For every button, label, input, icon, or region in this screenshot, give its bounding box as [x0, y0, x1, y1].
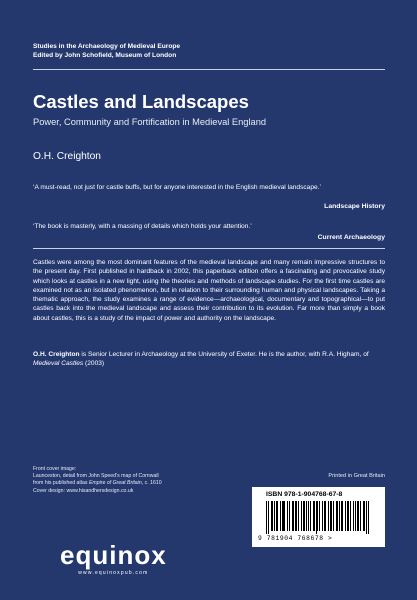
barcode-bar: [317, 501, 318, 531]
publisher-name: equinox: [60, 540, 167, 570]
barcode-bar: [293, 501, 294, 531]
barcode-bar: [268, 501, 269, 534]
barcode-bar: [360, 501, 361, 531]
barcode-bar: [324, 501, 325, 531]
barcode-bar: [314, 501, 315, 531]
barcode-icon: [266, 501, 371, 534]
barcode-bar: [363, 501, 364, 531]
barcode-bar: [322, 501, 323, 531]
bio-book-title: Medieval Castles: [33, 360, 84, 368]
barcode-bar: [368, 501, 369, 534]
review-source: Current Archaeology: [317, 234, 385, 241]
barcode-bar: [308, 501, 309, 531]
barcode-bar: [303, 501, 304, 531]
credits-text: from his published atlas: [33, 480, 89, 487]
barcode-bar: [313, 501, 314, 531]
barcode-bar: [276, 501, 277, 531]
credits-line: Launceston, detail from John Speed’s map of Cornwall: [33, 473, 159, 480]
book-subtitle: Power, Community and Fortification in Medieval England: [33, 117, 267, 127]
series-info: [33, 42, 180, 60]
book-author: O.H. Creighton: [33, 151, 101, 162]
barcode-bar: [341, 501, 342, 531]
barcode-bar: [366, 501, 367, 534]
barcode-bar: [272, 501, 273, 531]
barcode-bar: [348, 501, 349, 531]
bio-name: O.H. Creighton: [33, 351, 80, 358]
barcode-bar: [339, 501, 340, 531]
barcode-bar: [319, 501, 320, 531]
barcode-bar: [330, 501, 331, 531]
printed-in: Printed in Great Britain: [328, 473, 385, 479]
barcode-bar: [304, 501, 305, 531]
barcode-bar: [342, 501, 343, 531]
barcode-bar: [337, 501, 338, 531]
barcode-bar: [358, 501, 359, 531]
barcode-bar: [282, 501, 283, 531]
barcode-bar: [353, 501, 354, 531]
barcode-bar: [306, 501, 307, 531]
barcode-bar: [347, 501, 348, 531]
barcode-bar: [328, 501, 329, 531]
isbn-label: ISBN 978-1-904768-67-8: [266, 491, 343, 498]
barcode-bar: [336, 501, 337, 531]
review-source: Landscape History: [324, 203, 385, 210]
series-title: Studies in the Archaeology of Medieval Europe: [33, 43, 181, 50]
barcode-bar: [271, 501, 272, 531]
barcode-bar: [298, 501, 299, 531]
barcode-bar: [331, 501, 332, 531]
credits-line: Cover design: www.hisandhersdesign.co.uk: [33, 487, 134, 494]
credits-line: Front cover image:: [33, 466, 77, 472]
credits-atlas-title: Empire of Great Britain: [88, 480, 142, 487]
divider-top: [33, 69, 385, 70]
book-title: Castles and Landscapes: [33, 91, 249, 112]
barcode-bar: [310, 501, 311, 531]
credits-line: [33, 480, 162, 487]
barcode-bar: [283, 501, 284, 531]
barcode-bar: [345, 501, 346, 531]
barcode-bar: [316, 501, 317, 534]
barcode-bar: [292, 501, 293, 531]
barcode-bar: [274, 501, 275, 531]
divider-middle: [33, 248, 385, 249]
barcode-bar: [284, 501, 285, 531]
barcode-bar: [333, 501, 334, 531]
publisher-url: www.equinoxpub.com: [78, 570, 149, 576]
author-bio: [33, 350, 385, 369]
barcode-digits: 9 781904 768678 >: [258, 535, 333, 542]
barcode-bar: [295, 501, 296, 531]
credits-text: , c. 1610: [141, 480, 162, 487]
barcode-bar: [287, 501, 288, 531]
barcode-bar: [350, 501, 351, 531]
bio-text-end: (2003): [83, 360, 105, 368]
barcode-bar: [301, 501, 302, 531]
bio-text: is Senior Lecturer in Archaeology at the University of Exeter. He is the author, with R.A. Higham, of: [79, 351, 369, 358]
barcode-bar: [364, 501, 365, 531]
review-quote: ‘The book is masterly, with a massing of details which holds your attention.’: [33, 223, 252, 230]
barcode-bar: [357, 501, 358, 531]
barcode-bar: [289, 501, 290, 531]
series-editor: Edited by John Schofield, Museum of London: [33, 52, 177, 60]
barcode-bar: [266, 501, 267, 534]
review-quote: ‘A must-read, not just for castle buffs, but for anyone interested in the English medieval landscape.’: [33, 184, 321, 191]
barcode-panel: [252, 487, 385, 547]
publisher-logo: [60, 542, 167, 576]
barcode-bar: [280, 501, 281, 531]
barcode-bar: [277, 501, 278, 531]
book-description: Castles were among the most dominant features of the medieval landscape and many remain impressive structures to the present day. First published in hardback in 2002, this paperback edition offers a fascinating and provocative study which looks at castles in a new light, using the theories and methods of landscape studies. For the first time castles are examined not as an isolated phenomenon, but in relation to their surrounding human and physical landscapes. Taking a thematic approach, the study examines a range of evidence—archaeological, documentary and topographical—to put castles back into the medieval landscape and assess their contribution to its evolution. Far more than simply a book about castles, this is a study of the impact of power and authority on the landscape.: [33, 259, 385, 322]
barcode-bar: [325, 501, 326, 531]
barcode-bar: [296, 501, 297, 531]
barcode-bar: [355, 501, 356, 531]
cover-credits: [33, 466, 162, 495]
